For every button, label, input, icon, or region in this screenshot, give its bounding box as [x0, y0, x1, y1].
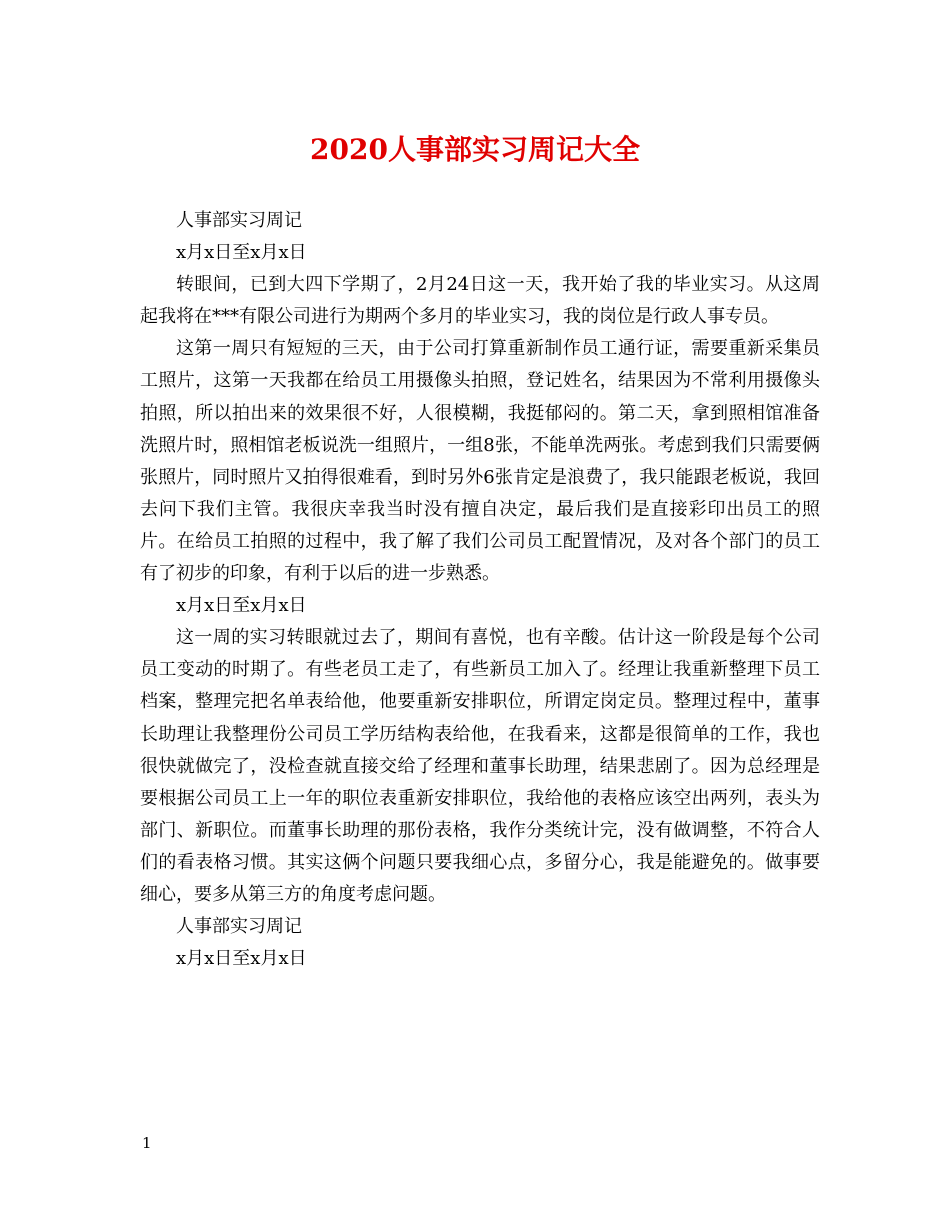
date-range: x月x日至x月x日: [176, 948, 307, 970]
paragraph: 转眼间，已到大四下学期了，2月24日这一天，我开始了我的毕业实习。从这周起我将在***有限公司进行为期两个多月的毕业实习，我的岗位是行政人事专员。: [140, 274, 820, 328]
paragraph: 这一周的实习转眼就过去了，期间有喜悦，也有辛酸。估计这一阶段是每个公司员工变动的时期了。有些老员工走了，有些新员工加入了。经理让我重新整理下员工档案，整理完把名单表给他，他要重新安排职位，所谓定岗定员。整理过程中，董事长助理让我整理份公司员工学历结构表给他，在我看来，这都是很简单的工作，我也很快就做完了，没检查就直接交给了经理和董事长助理，结果悲剧了。因为总经理是要根据公司员工上一年的职位表重新安排职位，我给他的表格应该空出两列，表头为部门、新职位。而董事长助理的那份表格，我作分类统计完，没有做调整，不符合人们的看表格习惯。其实这俩个问题只要我细心点，多留分心，我是能避免的。做事要细心，要多从第三方的角度考虑问题。: [140, 627, 820, 905]
date-range: x月x日至x月x日: [176, 595, 307, 617]
document-body: [140, 205, 820, 975]
paragraph: 这第一周只有短短的三天，由于公司打算重新制作员工通行证，需要重新采集员工照片，这第一天我都在给员工用摄像头拍照，登记姓名，结果因为不常利用摄像头拍照，所以拍出来的效果很不好，人很模糊，我挺郁闷的。第二天，拿到照相馆准备洗照片时，照相馆老板说洗一组照片，一组8张，不能单洗两张。考虑到我们只需要俩张照片，同时照片又拍得很难看，到时另外6张肯定是浪费了，我只能跟老板说，我回去问下我们主管。我很庆幸我当时没有擅自决定，最后我们是直接彩印出员工的照片。在给员工拍照的过程中，我了解了我们公司员工配置情况，及对各个部门的员工有了初步的印象，有利于以后的进一步熟悉。: [140, 338, 820, 585]
document-title: 2020人事部实习周记大全: [310, 133, 640, 166]
date-range: x月x日至x月x日: [176, 242, 307, 264]
section-heading: 人事部实习周记: [176, 916, 302, 938]
section-heading: 人事部实习周记: [176, 210, 302, 231]
page-number: 1: [142, 1134, 152, 1152]
